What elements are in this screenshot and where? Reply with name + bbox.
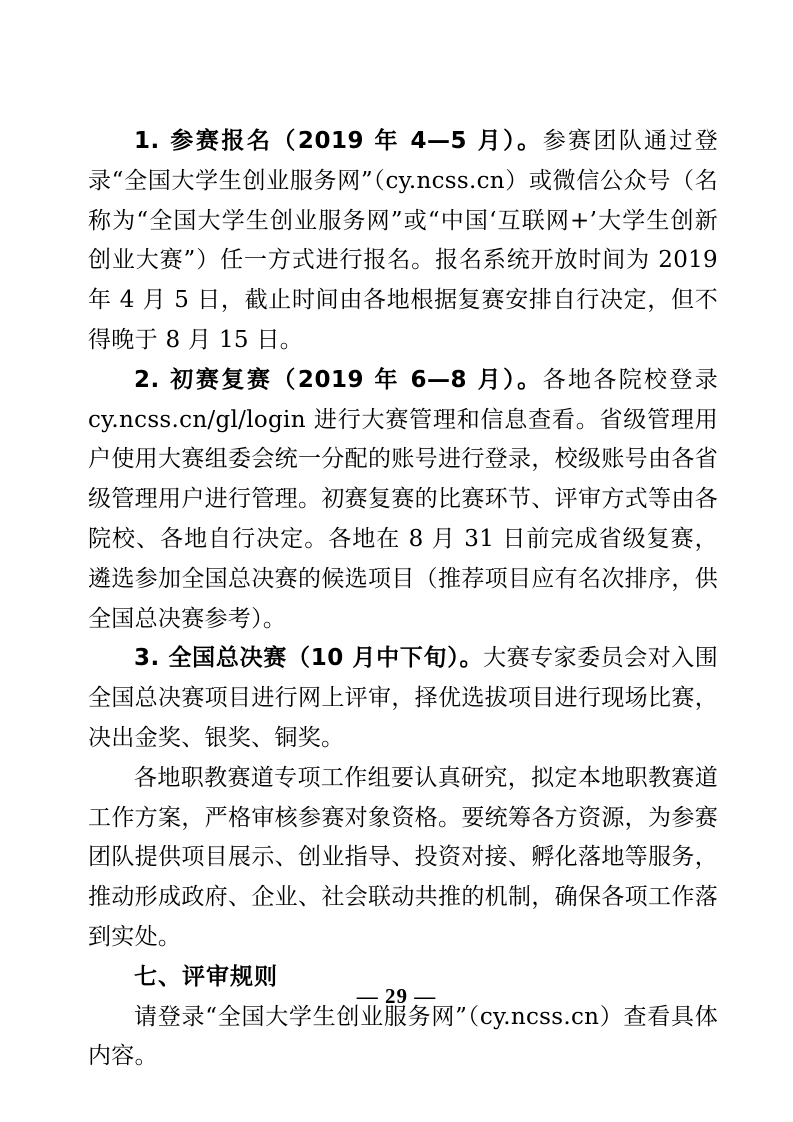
paragraph-registration-lead: 1. 参赛报名（2019 年 4—5 月）。 <box>134 128 543 154</box>
paragraph-registration-body: 参赛团队通过登录“全国大学生创业服务网”（cy.ncss.cn）或微信公众号（名称为“全国大学生创业服务网”或“中国‘互联网+’大学生创新创业大赛”）任一方式进行报名。报名系统开放时间为 2019 年 4 月 5 日，截止时间由各地根据复赛安排自行决定，但不得晚于 8 月 15 日。 <box>88 128 718 353</box>
paragraph-finals <box>88 639 718 758</box>
paragraph-preliminary <box>88 361 718 640</box>
paragraph-finals-lead: 3. 全国总决赛（10 月中下旬）。 <box>134 645 484 672</box>
paragraph-preliminary-body: 各地各院校登录 cy.ncss.cn/gl/login 进行大赛管理和信息查看。省级管理用户使用大赛组委会统一分配的账号进行登录，校级账号由各省级管理用户进行管理。初赛复赛的比赛环节、评审方式等由各院校、各地自行决定。各地在 8 月 31 日前完成省级复赛，遴选参加全国总决赛的候选项目（推荐项目应有名次排序，供全国总决赛参考）。 <box>88 366 718 632</box>
paragraph-workgroup: 各地职教赛道专项工作组要认真研究，拟定本地职教赛道工作方案，严格审核参赛对象资格。要统筹各方资源，为参赛团队提供项目展示、创业指导、投资对接、孵化落地等服务，推动形成政府、企业、社会联动共推的机制，确保各项工作落到实处。 <box>88 764 718 950</box>
paragraph-preliminary-lead: 2. 初赛复赛（2019 年 6—8 月）。 <box>134 366 543 393</box>
paragraph-closing: 请登录“全国大学生创业服务网”（cy.ncss.cn）查看具体内容。 <box>88 1003 718 1070</box>
paragraph-registration <box>88 122 718 361</box>
page-number: — 29 — <box>356 984 437 1008</box>
document-content <box>88 122 718 1077</box>
paragraph-finals-body: 大赛专家委员会对入围全国总决赛项目进行网上评审，择优选拔项目进行现场比赛，决出金奖、银奖、铜奖。 <box>88 645 719 751</box>
section-heading-review-rules: 七、评审规则 <box>134 963 278 990</box>
